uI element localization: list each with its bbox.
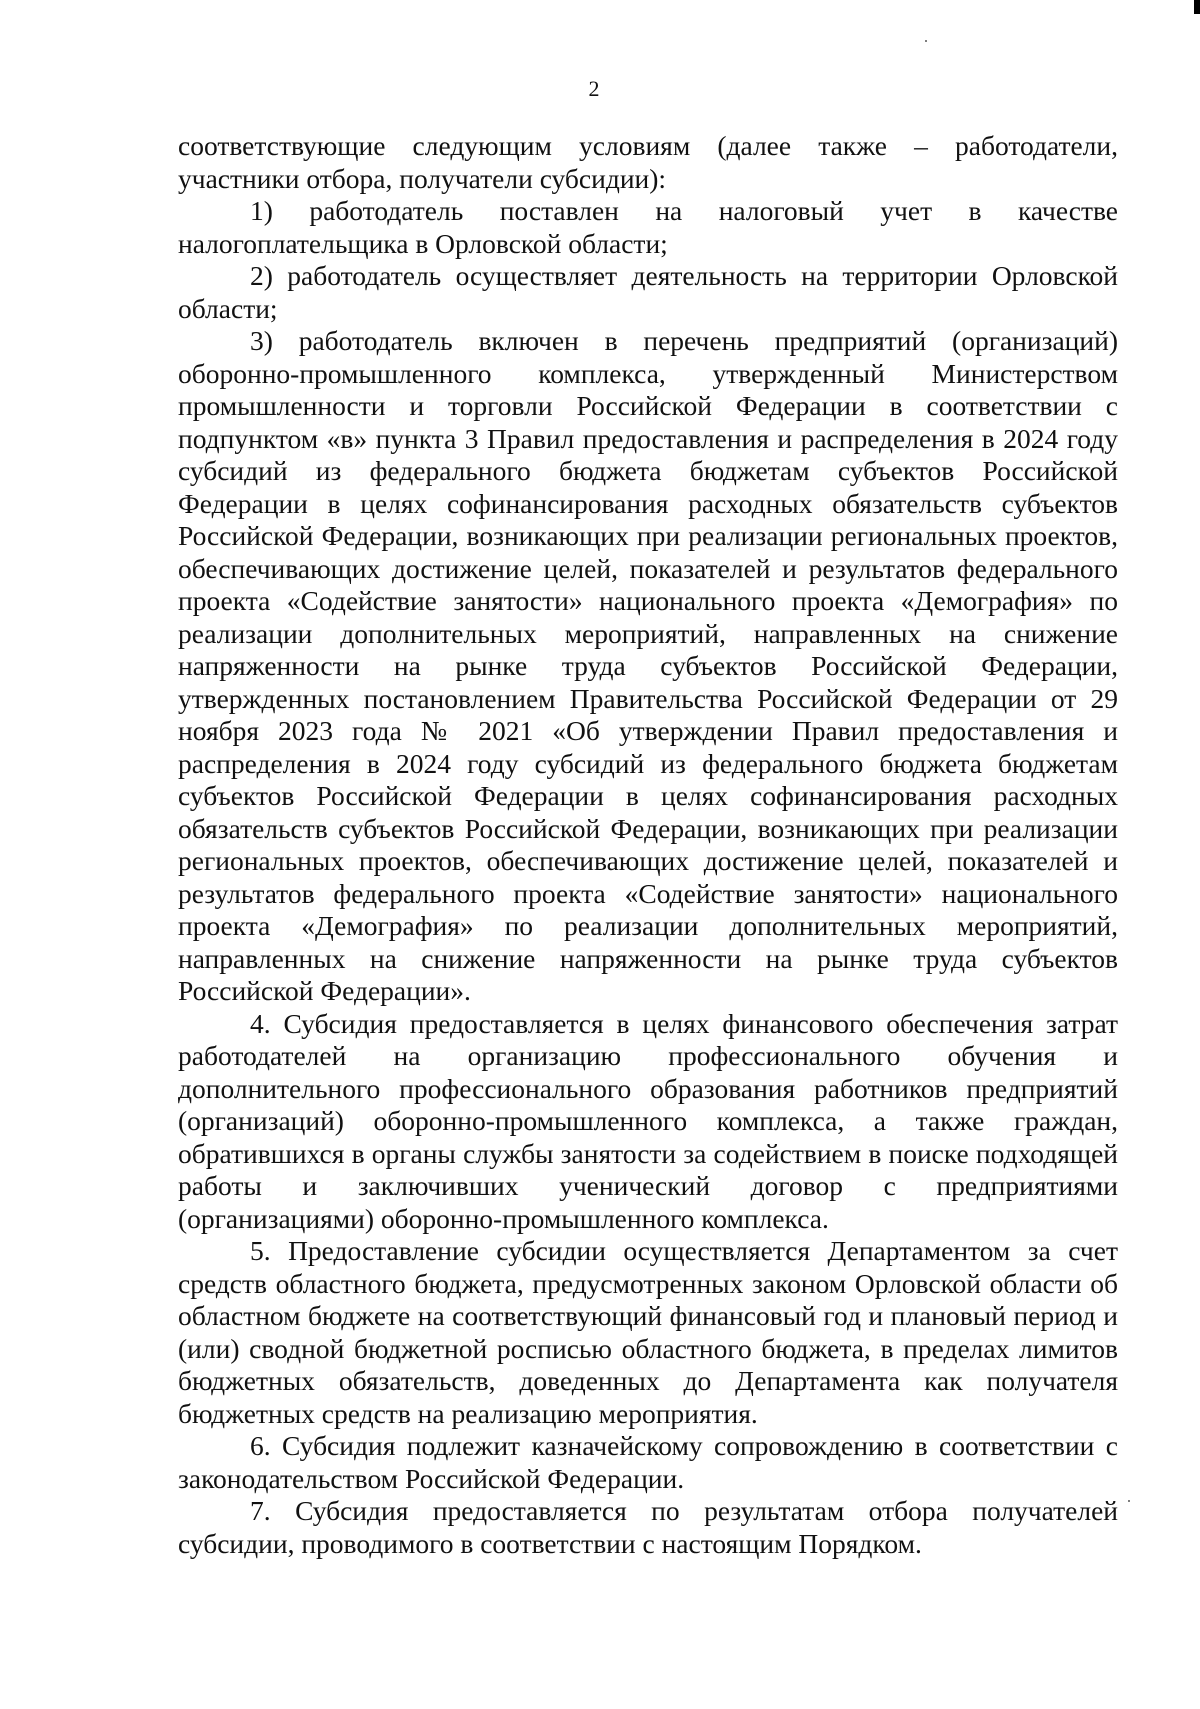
page-number: 2 bbox=[588, 76, 600, 101]
paragraph-condition-2: 2) работодатель осуществляет деятельность на территории Орловской области; bbox=[178, 260, 1118, 324]
paragraph-condition-1: 1) работодатель поставлен на налоговый учет в качестве налогоплательщика в Орловской области; bbox=[178, 195, 1118, 259]
document-body bbox=[178, 130, 1118, 1560]
paragraph-item-4: 4. Субсидия предоставляется в целях финансового обеспечения затрат работодателей на организацию профессионального обучения и дополнительного профессионального образования работников предприятий (организаций) оборонно-промышленного комплекса, а также граждан, обратившихся в органы службы занятости за содействием в поиске подходящей работы и заключивших ученический договор с предприятиями (организациями) оборонно-промышленного комплекса. bbox=[178, 1007, 1118, 1234]
paragraph-conditions-intro: соответствующие следующим условиям (далее также – работодатели, участники отбора, получатели субсидии): bbox=[178, 130, 1118, 194]
paragraph-item-5: 5. Предоставление субсидии осуществляется Департаментом за счет средств областного бюджета, предусмотренных законом Орловской области об областном бюджете на соответствующий финансовый год и плановый период и (или) сводной бюджетной росписью областного бюджета, в пределах лимитов бюджетных обязательств, доведенных до Департамента как получателя бюджетных средств на реализацию мероприятия. bbox=[178, 1235, 1118, 1429]
scan-edge-mark bbox=[1194, 0, 1200, 14]
scan-speck bbox=[925, 40, 927, 42]
scan-speck bbox=[1128, 1500, 1130, 1502]
paragraph-condition-3: 3) работодатель включен в перечень предприятий (организаций) оборонно-промышленного комплекса, утвержденный Министерством промышленности и торговли Российской Федерации в соответствии с подпунктом «в» пункта 3 Правил предоставления и распределения в 2024 году субсидий из федерального бюджета бюджетам субъектов Российской Федерации в целях софинансирования расходных обязательств субъектов Российской Федерации, возникающих при реализации региональных проектов, обеспечивающих достижение целей, показателей и результатов федерального проекта «Содействие занятости» национального проекта «Демография» по реализации дополнительных мероприятий, направленных на снижение напряженности на рынке труда субъектов Российской Федерации, утвержденных постановлением Правительства Российской Федерации от 29 ноября 2023 года № 2021 «Об утверждении Правил предоставления и распределения в 2024 году субсидий из федерального бюджета бюджетам субъектов Российской Федерации в целях софинансирования расходных обязательств субъектов Российской Федерации, возникающих при реализации региональных проектов, обеспечивающих достижение целей, показателей и результатов федерального проекта «Содействие занятости» национального проекта «Демография» по реализации дополнительных мероприятий, направленных на снижение напряженности на рынке труда субъектов Российской Федерации». bbox=[178, 325, 1118, 1006]
paragraph-item-7: 7. Субсидия предоставляется по результатам отбора получателей субсидии, проводимого в соответствии с настоящим Порядком. bbox=[178, 1495, 1118, 1559]
paragraph-item-6: 6. Субсидия подлежит казначейскому сопровождению в соответствии с законодательством Российской Федерации. bbox=[178, 1430, 1118, 1494]
